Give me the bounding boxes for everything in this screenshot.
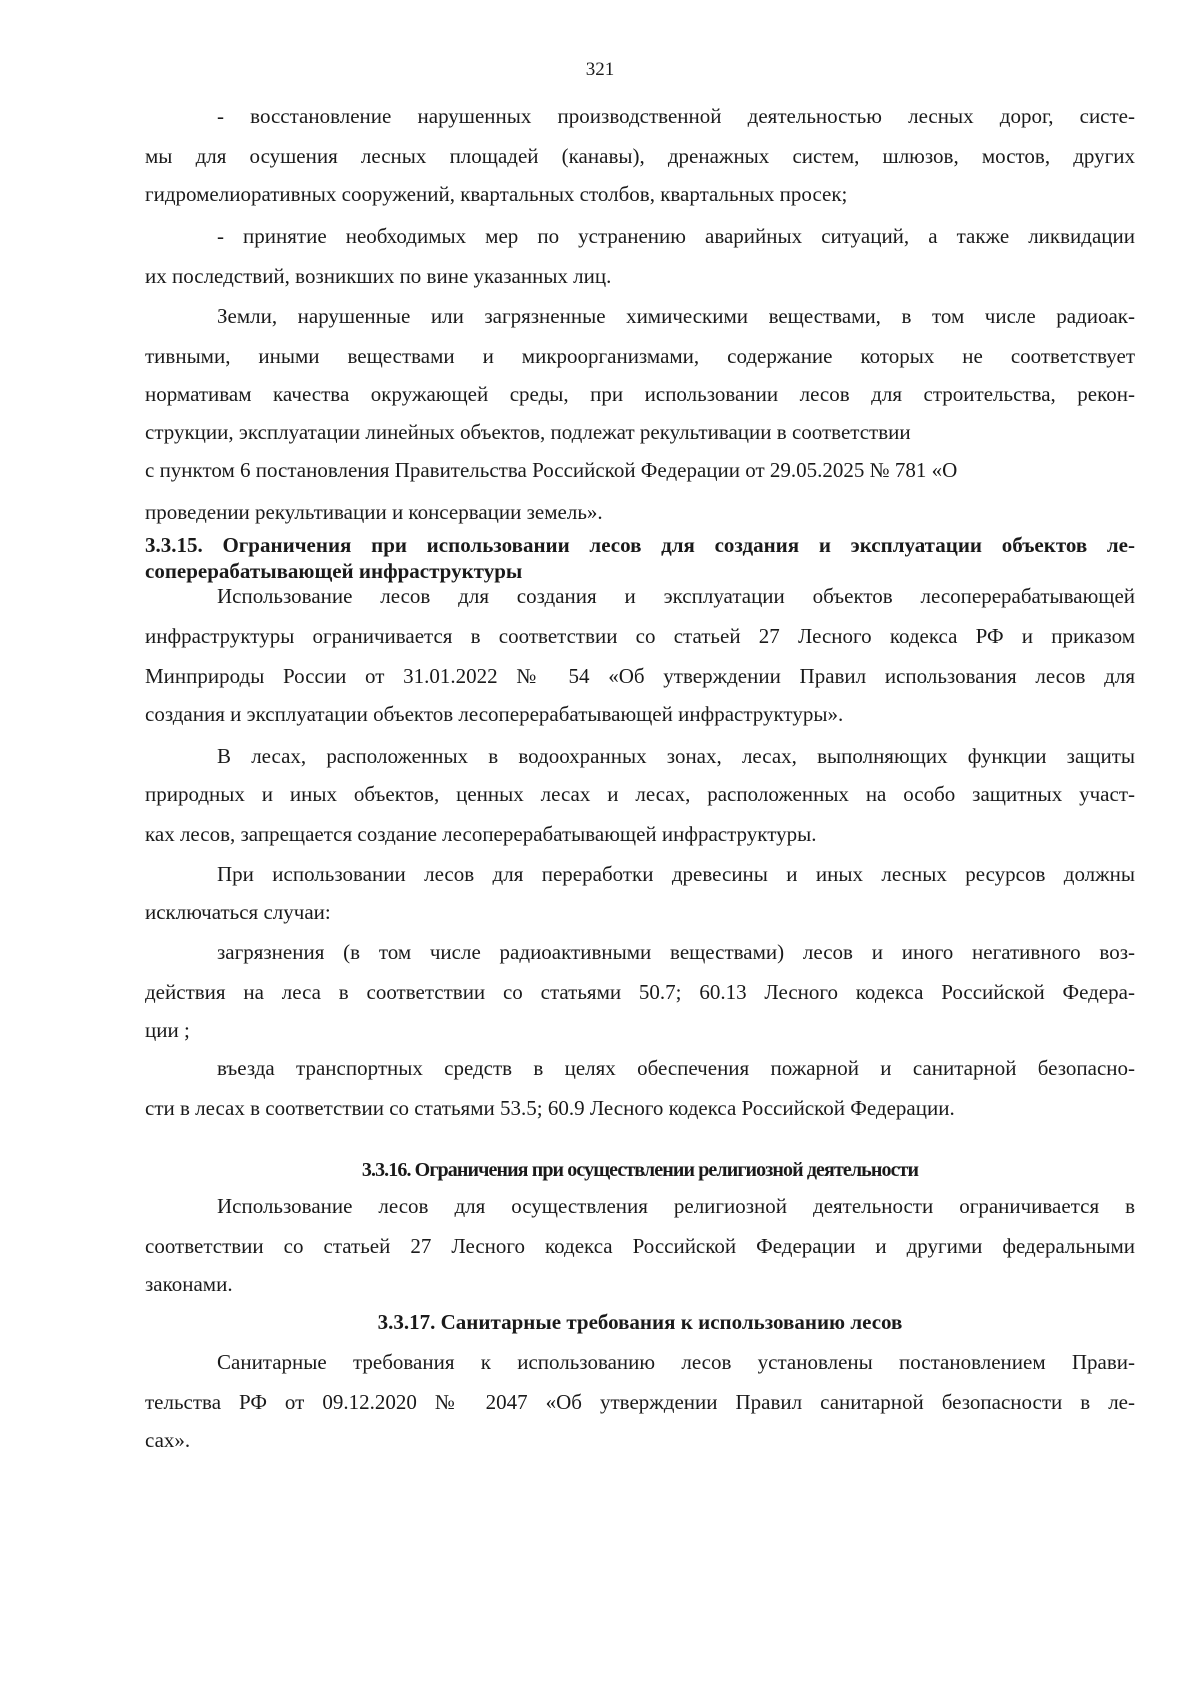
section-heading-3-3-17: 3.3.17. Санитарные требования к использованию лесов bbox=[377, 1310, 903, 1334]
text-line: законами. bbox=[145, 1272, 233, 1296]
text-line: с пунктом 6 постановления Правительства Российской Федерации от 29.05.2025 № 781 «О bbox=[145, 458, 958, 482]
section-heading-3-3-16: 3.3.16. Ограничения при осуществлении религиозной деятельности bbox=[361, 1159, 919, 1181]
text-line: сти в лесах в соответствии со статьями 53.5; 60.9 Лесного кодекса Российской Федерации. bbox=[145, 1096, 955, 1120]
text-line: проведении рекультивации и консервации земель». bbox=[145, 500, 603, 524]
text-line: Санитарные требования к использованию лесов установлены постановлением Прави- bbox=[217, 1350, 1135, 1374]
text-line: тивными, иными веществами и микроорганизмами, содержание которых не соответствует bbox=[145, 344, 1135, 368]
text-line: сах». bbox=[145, 1428, 191, 1452]
section-heading-3-3-15: 3.3.15. Ограничения при использовании лесов для создания и эксплуатации объектов ле- bbox=[145, 533, 1135, 557]
text-line: - восстановление нарушенных производственной деятельностью лесных дорог, систе- bbox=[217, 104, 1135, 128]
text-line: въезда транспортных средств в целях обеспечения пожарной и санитарной безопасно- bbox=[217, 1056, 1135, 1080]
text-line: их последствий, возникших по вине указанных лиц. bbox=[145, 264, 612, 288]
text-line: ках лесов, запрещается создание лесоперерабатывающей инфраструктуры. bbox=[145, 822, 817, 846]
text-line: В лесах, расположенных в водоохранных зонах, лесах, выполняющих функции защиты bbox=[217, 744, 1135, 768]
text-line: действия на леса в соответствии со статьями 50.7; 60.13 Лесного кодекса Российской Федера- bbox=[145, 980, 1135, 1004]
text-line: струкции, эксплуатации линейных объектов, подлежат рекультивации в соответствии bbox=[145, 420, 911, 444]
text-line: - принятие необходимых мер по устранению аварийных ситуаций, а также ликвидации bbox=[217, 224, 1135, 248]
section-heading-3-3-15-cont: соперерабатывающей инфраструктуры bbox=[145, 559, 523, 583]
text-line: соответствии со статьей 27 Лесного кодекса Российской Федерации и другими федеральными bbox=[145, 1234, 1135, 1258]
text-line: гидромелиоративных сооружений, квартальных столбов, квартальных просек; bbox=[145, 182, 848, 206]
text-line: Использование лесов для создания и эксплуатации объектов лесоперерабатывающей bbox=[217, 584, 1135, 608]
text-line: Земли, нарушенные или загрязненные химическими веществами, в том числе радиоак- bbox=[217, 304, 1135, 328]
page-number: 321 bbox=[585, 59, 615, 80]
text-line: Использование лесов для осуществления религиозной деятельности ограничивается в bbox=[217, 1194, 1135, 1218]
text-line: загрязнения (в том числе радиоактивными веществами) лесов и иного негативного воз- bbox=[217, 940, 1135, 964]
text-line: тельства РФ от 09.12.2020 № 2047 «Об утверждении Правил санитарной безопасности в ле- bbox=[145, 1390, 1135, 1414]
text-line: создания и эксплуатации объектов лесоперерабатывающей инфраструктуры». bbox=[145, 702, 844, 726]
text-line: мы для осушения лесных площадей (канавы), дренажных систем, шлюзов, мостов, других bbox=[145, 144, 1135, 168]
text-line: нормативам качества окружающей среды, при использовании лесов для строительства, рекон- bbox=[145, 382, 1135, 406]
text-line: Минприроды России от 31.01.2022 № 54 «Об утверждении Правил использования лесов для bbox=[145, 664, 1135, 688]
text-line: При использовании лесов для переработки древесины и иных лесных ресурсов должны bbox=[217, 862, 1135, 886]
text-line: инфраструктуры ограничивается в соответствии со статьей 27 Лесного кодекса РФ и приказом bbox=[145, 624, 1135, 648]
text-line: природных и иных объектов, ценных лесах и лесах, расположенных на особо защитных участ- bbox=[145, 782, 1135, 806]
text-line: ции ; bbox=[145, 1018, 190, 1042]
text-line: исключаться случаи: bbox=[145, 900, 331, 924]
